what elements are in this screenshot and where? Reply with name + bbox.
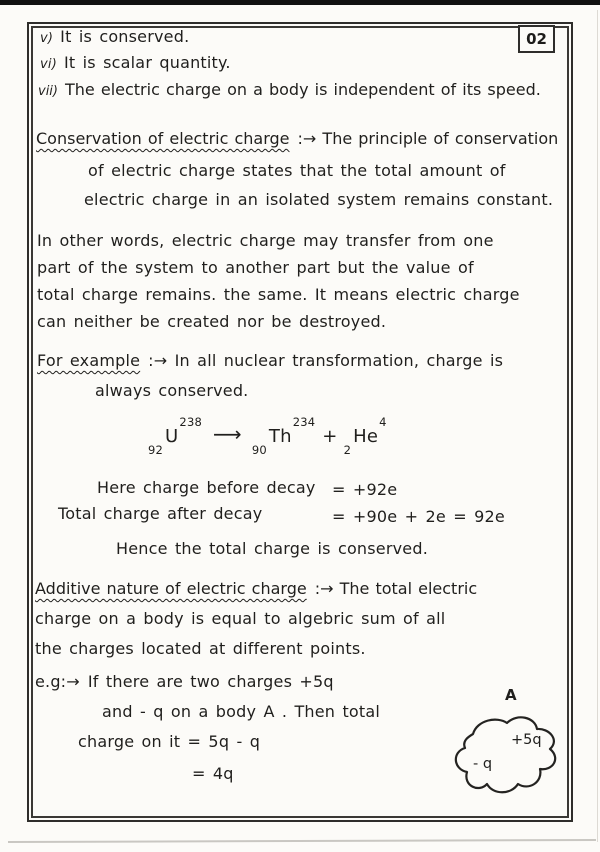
line-text: part of the system to another part but the value of: [37, 258, 474, 277]
product-helium: [343, 415, 387, 457]
element-symbol: He: [353, 426, 379, 447]
section-heading: Conservation of electric charge: [36, 129, 290, 148]
line-text: charge on it = 5q - q: [78, 732, 261, 751]
atomic-number: 92: [148, 442, 164, 457]
line-text: and - q on a body A . Then total: [102, 702, 381, 721]
list-item-v: [40, 26, 189, 50]
list-item-vi: [40, 52, 231, 76]
mass-number: 234: [292, 415, 316, 429]
conclusion-line: [116, 538, 428, 560]
list-item-vii: [38, 79, 541, 103]
text-line: [84, 189, 553, 211]
line-text: can neither be created nor be destroyed.: [37, 312, 387, 331]
list-marker: vi): [40, 57, 57, 72]
heading-lead-text: :→ The principle of conservation: [297, 129, 559, 148]
page-number: [518, 25, 555, 53]
reactant-uranium: [148, 415, 202, 457]
line-text: the charges located at different points.: [35, 639, 366, 658]
line-text: Hence the total charge is conserved.: [116, 539, 428, 558]
list-item-text: It is scalar quantity.: [63, 53, 231, 72]
eg-line-2: [102, 701, 380, 723]
line-text: = 4q: [192, 764, 234, 783]
mass-number: 238: [179, 415, 202, 429]
charge-before-value: [332, 479, 397, 501]
eg-prefix: e.g:→: [35, 672, 80, 691]
element-symbol: U: [165, 426, 179, 447]
line-text: A: [505, 686, 517, 704]
charge-before-label: [97, 477, 316, 499]
line-text: charge on a body is equal to algebric sum of all: [35, 609, 446, 628]
page-number-text: 02: [526, 30, 547, 48]
charge-positive-label: +5q: [511, 732, 542, 748]
mass-number: 4: [379, 415, 387, 429]
eg-line-3: [78, 731, 260, 753]
eg-line-1: [35, 671, 334, 693]
text-line: [37, 230, 494, 252]
line-text: = +92e: [332, 480, 398, 499]
line-text: = +90e + 2e = 92e: [332, 507, 505, 526]
line-text: If there are two charges +5q: [87, 672, 334, 691]
charge-after-label: [58, 503, 262, 525]
line-text: always conserved.: [95, 381, 249, 400]
atomic-number: 90: [251, 442, 267, 457]
plus-sign: +: [322, 426, 338, 447]
line-text: In other words, electric charge may transfer from one: [37, 231, 494, 250]
text-line: [35, 638, 366, 660]
section-conservation-heading-line: [36, 128, 558, 150]
line-text: Here charge before decay: [97, 478, 316, 497]
section-example-heading-line: [37, 350, 503, 372]
text-line: [37, 311, 386, 333]
text-line: [37, 284, 520, 306]
eg-line-4: [192, 763, 234, 785]
list-marker: vii): [38, 84, 58, 99]
blob-outline: [456, 717, 555, 792]
line-text: electric charge in an isolated system remains constant.: [84, 190, 554, 209]
list-marker: v): [40, 31, 54, 46]
section-additive-heading-line: [35, 578, 477, 600]
photo-right-edge: [597, 10, 598, 842]
charge-negative-label: - q: [473, 756, 493, 772]
atomic-number: 2: [343, 442, 352, 457]
text-line: [35, 608, 445, 630]
heading-lead-text: :→ The total electric: [314, 579, 478, 598]
next-page-edge-line: [8, 839, 596, 843]
heading-lead-text: :→ In all nuclear transformation, charge is: [148, 351, 504, 370]
product-thorium: [251, 415, 316, 457]
text-line: [88, 160, 506, 182]
photo-top-edge: [0, 0, 600, 5]
line-text: Total charge after decay: [58, 504, 263, 523]
charge-after-value: [332, 506, 505, 528]
line-text: of electric charge states that the total amount of: [88, 161, 506, 180]
list-item-text: It is conserved.: [60, 27, 190, 46]
reaction-arrow: ⟶: [212, 422, 242, 446]
section-heading: Additive nature of electric charge: [35, 579, 307, 598]
list-item-text: The electric charge on a body is independent of its speed.: [65, 80, 541, 99]
nuclear-decay-equation: [148, 415, 387, 457]
line-text: total charge remains. the same. It means electric charge: [37, 285, 520, 304]
element-symbol: Th: [268, 426, 292, 447]
text-line: [37, 257, 474, 279]
text-line: [95, 380, 248, 402]
section-heading: For example: [37, 351, 141, 370]
body-A-figure: [443, 702, 565, 798]
